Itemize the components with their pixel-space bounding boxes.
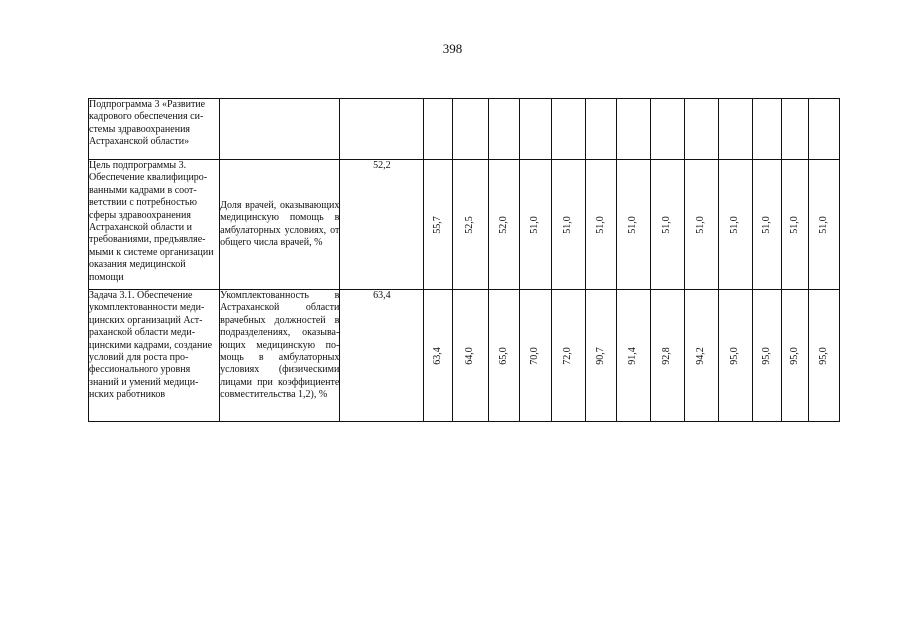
value-text: 64,0 (464, 346, 476, 365)
value-text: 51,0 (817, 215, 829, 234)
value-text: 51,0 (627, 215, 639, 234)
indicators-table (88, 98, 840, 422)
value-cell (488, 99, 519, 160)
value-cell (453, 99, 488, 160)
value-text: 95,0 (788, 346, 800, 365)
value-cell (684, 99, 718, 160)
value-cell (781, 160, 808, 290)
value-cell (424, 290, 453, 422)
value-cell (453, 290, 488, 422)
value-cell (718, 290, 752, 422)
value-cell (752, 160, 781, 290)
value-text: 94,2 (695, 346, 707, 365)
value-cell (808, 99, 839, 160)
value-text: 51,0 (661, 215, 673, 234)
value-cell (684, 290, 718, 422)
value-cell (424, 160, 453, 290)
value-text: 63,4 (432, 346, 444, 365)
value-cell (519, 290, 551, 422)
value-cell (718, 160, 752, 290)
row-indicator: Укомплектованность в Астраханской области врачебных должностей в подразделениях, оказывающих медицинскую помощь в амбулаторных условиях (физическими лицами при коэффициенте совместительства 1,2), % (220, 290, 340, 422)
value-cell (616, 290, 650, 422)
value-text: 52,0 (497, 215, 509, 234)
value-cell (684, 160, 718, 290)
value-text: 70,0 (529, 346, 541, 365)
value-cell (551, 99, 585, 160)
row-base-value: 63,4 (340, 290, 424, 422)
value-text: 72,0 (562, 346, 574, 365)
page-number: 398 (442, 41, 463, 56)
value-cell (551, 160, 585, 290)
value-cell (650, 160, 684, 290)
value-text: 52,5 (464, 215, 476, 234)
value-text: 51,0 (729, 215, 741, 234)
value-text: 51,0 (788, 215, 800, 234)
value-cell (808, 160, 839, 290)
value-text: 95,0 (760, 346, 772, 365)
value-cell (752, 290, 781, 422)
row-name: Задача 3.1. Обеспечение укомплектованности медицинских организаций Астраханской области медицинскими кадрами, создание условий для роста профессионального уровня знаний и умений медицинских работников (89, 290, 220, 422)
value-cell (752, 99, 781, 160)
value-cell (781, 99, 808, 160)
value-cell (616, 99, 650, 160)
value-text: 51,0 (529, 215, 541, 234)
table-row (89, 160, 840, 290)
value-cell (488, 290, 519, 422)
value-text: 65,0 (497, 346, 509, 365)
value-cell (519, 99, 551, 160)
value-text: 95,0 (729, 346, 741, 365)
value-text: 51,0 (562, 215, 574, 234)
value-cell (781, 290, 808, 422)
value-cell (585, 290, 616, 422)
value-text: 91,4 (627, 346, 639, 365)
row-base-value (340, 99, 424, 160)
table-row (89, 99, 840, 160)
value-text: 51,0 (594, 215, 606, 234)
value-text: 55,7 (432, 215, 444, 234)
value-cell (616, 160, 650, 290)
value-cell (718, 99, 752, 160)
value-cell (453, 160, 488, 290)
value-cell (424, 99, 453, 160)
value-text: 51,0 (760, 215, 772, 234)
value-text: 51,0 (695, 215, 707, 234)
value-cell (551, 290, 585, 422)
value-cell (585, 99, 616, 160)
value-cell (488, 160, 519, 290)
row-indicator (220, 99, 340, 160)
value-cell (808, 290, 839, 422)
value-text: 90,7 (594, 346, 606, 365)
value-text: 92,8 (661, 346, 673, 365)
value-text: 95,0 (817, 346, 829, 365)
row-base-value: 52,2 (340, 160, 424, 290)
value-cell (519, 160, 551, 290)
row-name: Цель подпрограммы 3. Обеспечение квалифицированными кадрами в соответствии с потребностью сферы здравоохранения Астраханской области и требованиями, предъявляемыми к системе организации оказания медицинской помощи (89, 160, 220, 290)
table-row (89, 290, 840, 422)
row-name: Подпрограмма 3 «Развитие кадрового обеспечения системы здравоохранения Астраханской области» (89, 99, 220, 160)
row-indicator: Доля врачей, оказывающих медицинскую помощь в амбулаторных условиях, от общего числа врачей, % (220, 160, 340, 290)
value-cell (650, 290, 684, 422)
value-cell (585, 160, 616, 290)
value-cell (650, 99, 684, 160)
